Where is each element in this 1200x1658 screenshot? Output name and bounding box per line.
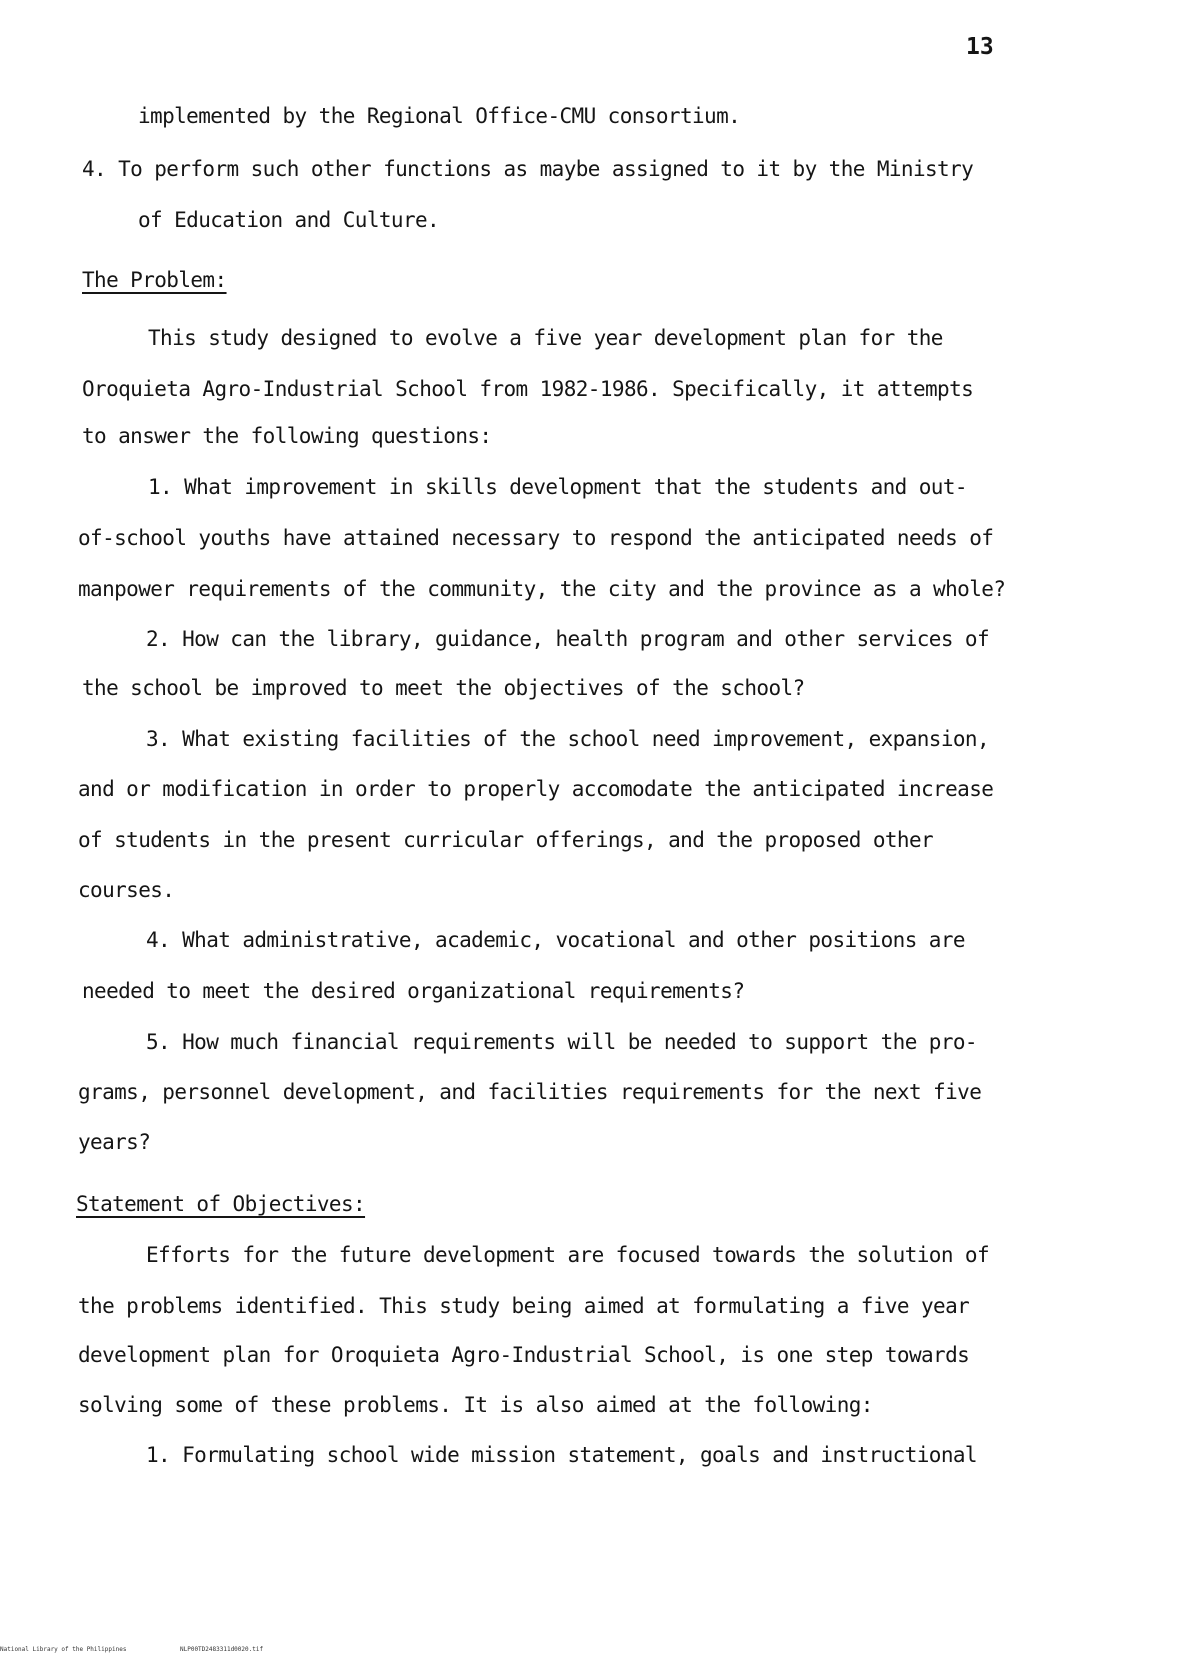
text-line: 3. What existing facilities of the school need improvement, expansion, (146, 727, 990, 751)
text-line: of Education and Culture. (138, 208, 440, 232)
text-line: Oroquieta Agro-Industrial School from 1982-1986. Specifically, it attempts (82, 377, 974, 401)
text-line: development plan for Oroquieta Agro-Industrial School, is one step towards (78, 1343, 970, 1367)
section-heading-objectives: Statement of Objectives: (76, 1192, 366, 1216)
text-line: manpower requirements of the community, the city and the province as a whole? (78, 577, 1006, 601)
text-line: grams, personnel development, and facilities requirements for the next five (78, 1080, 982, 1104)
text-line: solving some of these problems. It is also aimed at the following: (78, 1393, 873, 1417)
page-number: 13 (966, 34, 994, 60)
text-line: of students in the present curricular offerings, and the proposed other (78, 828, 934, 852)
text-line: the school be improved to meet the objectives of the school? (82, 676, 805, 700)
text-line: 4. What administrative, academic, vocational and other positions are (146, 928, 965, 952)
text-line: 1. Formulating school wide mission statement, goals and instructional (146, 1443, 977, 1467)
footer-library: National Library of the Philippines (0, 1646, 127, 1653)
text-line: This study designed to evolve a five year development plan for the (148, 326, 943, 350)
text-line: Efforts for the future development are focused towards the solution of (146, 1243, 990, 1267)
text-line: needed to meet the desired organizational requirements? (82, 979, 745, 1003)
text-line: and or modification in order to properly accomodate the anticipated increase (78, 777, 994, 801)
text-line: implemented by the Regional Office-CMU consortium. (138, 104, 741, 128)
text-line: 1. What improvement in skills development that the students and out- (148, 475, 967, 499)
footer-file: NLP00TD2483311d0020.tif (180, 1646, 264, 1653)
text-line: to answer the following questions: (82, 424, 492, 448)
text-line: 2. How can the library, guidance, health program and other services of (146, 627, 990, 651)
text-line: courses. (78, 878, 175, 902)
text-line: the problems identified. This study being aimed at formulating a five year (78, 1294, 970, 1318)
text-line: 4. To perform such other functions as maybe assigned to it by the Ministry (82, 157, 974, 181)
section-heading-problem: The Problem: (82, 268, 227, 292)
text-line: years? (78, 1130, 151, 1154)
text-line: of-school youths have attained necessary to respond the anticipated needs of (78, 526, 994, 550)
text-line: 5. How much financial requirements will be needed to support the pro- (146, 1030, 977, 1054)
